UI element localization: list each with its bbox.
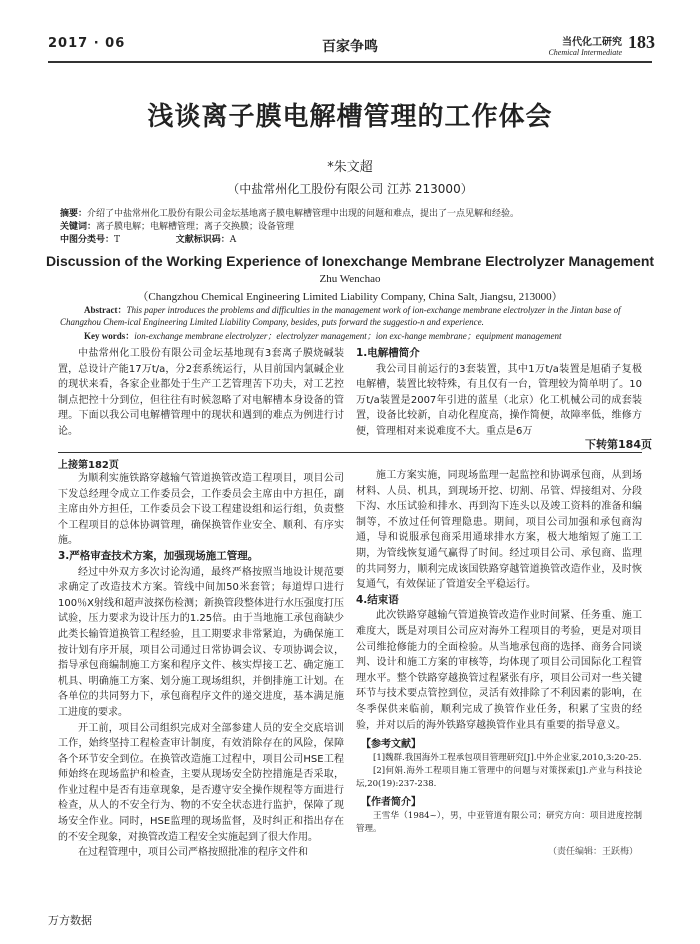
editor-note: （责任编辑：王跃梅） [547, 847, 638, 858]
author: *朱文超 [327, 160, 373, 175]
classification [60, 234, 650, 247]
reference-item: [2]何娟.海外工程项目施工管理中的问题与对策探索[J].产业与科技论坛,20(19):237-238. [356, 766, 642, 790]
english-keywords-text: ion-exchange membrane electrolyzer；electrolyzer management；ion exc-hange membrane；equipment management [134, 331, 562, 341]
paragraph: 经过中外双方多次讨论沟通，最终严格按照当地设计规范要求确定了改造技术方案。管线中间加50米套管；每道焊口进行100％X射线和超声波探伤检测；新换管段整体进行水压强度打压试验，压力要求为设计压力的1.25倍。由于当地施工承包商缺少此类长输管道换管工程经验，且工期要求非常紧迫，为确保施工按计划有序开展，项目公司通过日常协调会议、专项协调会议，指导承包商编制施工方案和程序文件、核实焊接工艺、确定施工机具、明确施工方案、划分施工现场组织，并倒排施工计划。在各单位的共同努力下，承包商程序文件的递交进度，基本满足施工进度的要求。 [58, 566, 344, 718]
english-abstract-text: This paper introduces the problems and difficulties in the management work of ion-exchange membrane electrolyzer in the Jintan base of Changzhou Chem-ical Engineering Limited Liability Company, besides, puts forward the suggestio-n and experience. [60, 305, 621, 327]
doc-code-value: A [229, 235, 237, 245]
section1-heading: 1.电解槽简介 [356, 347, 420, 359]
english-author: Zhu Wenchao [319, 273, 381, 285]
header-divider [48, 61, 652, 63]
section1-column [356, 346, 642, 440]
continued-on-note: 下转第184页 [585, 438, 652, 451]
english-abstract [60, 304, 650, 328]
footer-watermark: 万方数据 [48, 914, 92, 927]
section3-heading: 3.严格审查技术方案，加强现场施工管理。 [58, 549, 259, 562]
author-intro-heading: 【作者简介】 [361, 797, 421, 809]
journal-name-en: Chemical Intermediate [548, 48, 622, 57]
english-abstract-label: Abstract： [84, 305, 127, 315]
references-heading: 【参考文献】 [361, 739, 421, 751]
intro-column [58, 346, 344, 440]
keywords [60, 221, 650, 234]
journal-name-cn: 当代化工研究 [562, 37, 622, 48]
english-affiliation: （Changzhou Chemical Engineering Limited Liability Company, China Salt, Jiangsu, 213000） [137, 291, 563, 303]
paragraph: 在过程管理中，项目公司严格按照批准的程序文件和 [78, 847, 308, 859]
lower-left-column [58, 456, 344, 861]
affiliation: （中盐常州化工股份有限公司 江苏 213000） [227, 182, 473, 196]
section1-paragraph: 我公司目前运行的3套装置，其中1万t/a装置是旭硝子复极电解槽，装置比较特殊，有且仅有一台，管理较为简单明了。10万t/a装置是2007年引进的蓝星（北京）化工机械公司的成套装置，设备比较新，自动化程度高，操作简便，故障率低，维修方便，管理相对来说难度不大。重点是6万 [356, 363, 642, 437]
abstract-label: 摘要： [60, 209, 88, 219]
clc-label: 中图分类号： [60, 235, 115, 245]
section-divider [58, 452, 642, 453]
reference-item: [1]魏群.我国海外工程承包项目管理研究[J].中外企业家,2010,3:20-25. [373, 753, 642, 764]
journal-logo [540, 33, 622, 57]
paragraph: 为顺利实施铁路穿越输气管道换管改造工程项目，项目公司下发总经理令成立工作委员会，工作委员会主席由中方担任，副主席由外方担任，工作委员会下设工程建设组和运行组，负责整个工程项目的总体协调管理，确保换管作业安全、顺利、有序实施。 [58, 473, 344, 547]
doc-code-label: 文献标识码： [175, 235, 230, 245]
english-title: Discussion of the Working Experience of Ionexchange Membrane Electrolyzer Management [45, 253, 655, 269]
keywords-text: 离子膜电解；电解槽管理；离子交换膜；设备管理 [96, 222, 295, 232]
paragraph: 此次铁路穿越输气管道换管改造作业时间紧、任务重、施工难度大，既是对项目公司应对海外工程项目的考验，更是对项目公司维抢修能力的全面检验。从当地承包商的选择、商务合同谈判、设计和施工方案的审核等，均体现了项目公司国际化工程管理水平。整个铁路穿越换管过程紧张有序，项目公司对一些关键环节与技术要点管控到位，灵活有效排除了不利因素的影响，在冬季保供来临前，顺利完成了换管作业任务，积累了宝贵的经验，并对以后的海外铁路穿越换管作业具有重要的指导意义。 [356, 610, 642, 731]
continued-from-note: 上接第182页 [58, 460, 119, 471]
article-title: 浅谈离子膜电解槽管理的工作体会 [147, 102, 553, 132]
issue-label: 2017 · 06 [48, 36, 126, 51]
section4-heading: 4.结束语 [356, 593, 399, 606]
keywords-label: 关键词： [60, 222, 97, 232]
english-keywords [60, 330, 650, 342]
paragraph: 施工方案实施，同现场监理一起监控和协调承包商，从到场材料、人员、机具，到现场开挖、切割、吊管、焊接组对、分段下沟、水压试验和排水、再到沟下连头以及竣工资料的准备和编制等，不放过任何管理隐患。期间，项目公司加强和承包商沟通，导和说服承包商采用通球排水方案，极大地缩短了施工工期，为管线恢复通气赢得了时间。经过项目公司、承包商、监理的共同努力，顺利完成该国铁路穿越管道换管改造作业，及时恢复通气，有效保证了管道安全平稳运行。 [356, 470, 642, 591]
paragraph: 开工前，项目公司组织完成对全部参建人员的安全交底培训工作，始终坚持工程检查审计制度，有效消除存在的风险，保障各个环节安全到位。在换管改造施工过程中，项目公司HSE工程师始终在现场监护和检查，主要从现场安全防控措施是否采取，作业过程中是否有违章现象，是否遵守安全操作规程等方面进行检查，从人的不安全行为、物的不安全状态进行监护，保障了现场安全作业。同时，HSE监理的现场监督，及时纠正和指出存在的不安全现象，对换管改造工程安全实施起到了很大作用。 [58, 722, 344, 843]
english-keywords-label: Key words： [84, 331, 135, 341]
author-intro: 王雪华（1984~），男，中亚管道有限公司；研究方向：项目进度控制管理。 [356, 811, 642, 835]
page-number: 183 [628, 32, 655, 52]
lower-right-column [356, 468, 642, 857]
abstract-text: 介绍了中盐常州化工股份有限公司金坛基地离子膜电解槽管理中出现的问题和难点，提出了一点见解和经验。 [87, 209, 520, 219]
column-name: 百家争鸣 [322, 39, 378, 55]
clc-value: T [114, 235, 121, 245]
abstract [60, 208, 650, 221]
intro-paragraph: 中盐常州化工股份有限公司金坛基地现有3套离子膜烧碱装置，总设计产能17万t/a，分2套系统运行，从目前国内氯碱企业的现状来看，各家企业都处于生产工艺管理苦下功夫，对工艺控制点把控十分到位，但往往有时候忽略了对电解槽本身设备的管理。下面以我公司电解槽管理中的现状和遇到的难点为例进行讨论。 [58, 348, 344, 437]
